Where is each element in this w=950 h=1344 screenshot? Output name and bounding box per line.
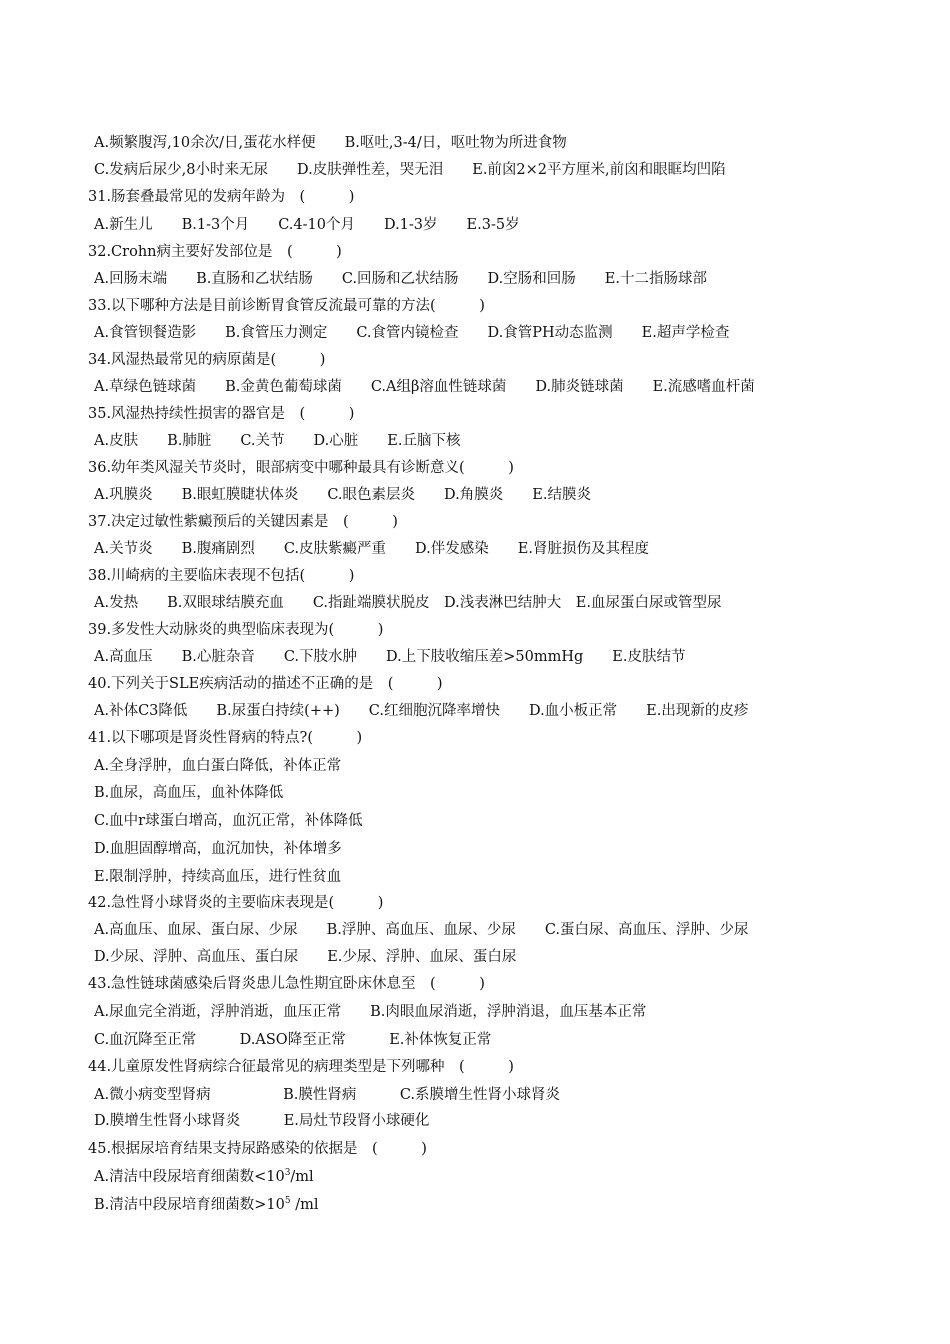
option-unit: /ml (290, 1197, 319, 1213)
question-line: 43.急性链球菌感染后肾炎患儿急性期宜卧床休息至 ( ) (88, 976, 485, 992)
question-line: 41.以下哪项是肾炎性肾病的特点?( ) (88, 730, 363, 746)
question-line: 31.肠套叠最常见的发病年龄为 ( ) (88, 189, 355, 205)
option-line: A.巩膜炎 B.眼虹膜睫状体炎 C.眼色素层炎 D.角膜炎 E.结膜炎 (94, 487, 591, 503)
option-line: A.回肠末端 B.直肠和乙状结肠 C.回肠和乙状结肠 D.空肠和回肠 E.十二指肠球部 (94, 271, 707, 287)
option-line (94, 1195, 319, 1215)
option-line: A.高血压 B.心脏杂音 C.下肢水肿 D.上下肢收缩压差>50mmHg E.皮肤结节 (94, 649, 686, 665)
option-line: A.发热 B.双眼球结膜充血 C.指趾端膜状脱皮 D.浅表淋巴结肿大 E.血尿蛋白尿或管型尿 (94, 595, 722, 611)
option-line: A.高血压、血尿、蛋白尿、少尿 B.浮肿、高血压、血尿、少尿 C.蛋白尿、高血压、浮肿、少尿 (94, 922, 749, 938)
superscript-exponent: 3 (284, 1168, 291, 1178)
option-line: D.膜增生性肾小球肾炎 E.局灶节段肾小球硬化 (94, 1113, 430, 1129)
option-unit: /ml (290, 1169, 314, 1185)
question-line: 39.多发性大动脉炎的典型临床表现为( ) (88, 622, 384, 638)
option-line: D.少尿、浮肿、高血压、蛋白尿 E.少尿、浮肿、血尿、蛋白尿 (94, 949, 517, 965)
option-line: C.血中r球蛋白增高，血沉正常，补体降低 (94, 813, 363, 829)
option-line: C.发病后尿少,8小时来无尿 D.皮肤弹性差，哭无泪 E.前囟2×2平方厘米,前囟和眼眶均凹陷 (94, 162, 726, 178)
question-line: 45.根据尿培育结果支持尿路感染的依据是 ( ) (88, 1141, 427, 1157)
option-line (94, 1167, 314, 1187)
question-line: 32.Crohn病主要好发部位是 ( ) (88, 244, 342, 260)
question-line: 40.下列关于SLE疾病活动的描述不正确的是 ( ) (88, 676, 443, 692)
option-line: A.频繁腹泻,10余次/日,蛋花水样便 B.呕吐,3-4/日，呕吐物为所进食物 (94, 135, 567, 151)
question-line: 42.急性肾小球肾炎的主要临床表现是( ) (88, 895, 384, 911)
option-line: D.血胆固醇增高，血沉加快，补体增多 (94, 841, 342, 857)
option-line: A.新生儿 B.1-3个月 C.4-10个月 D.1-3岁 E.3-5岁 (94, 217, 520, 233)
option-line: A.关节炎 B.腹痛剧烈 C.皮肤紫癜严重 D.伴发感染 E.肾脏损伤及其程度 (94, 541, 649, 557)
option-line: A.补体C3降低 B.尿蛋白持续(++) C.红细胞沉降率增快 D.血小板正常 E.出现新的皮疹 (94, 703, 749, 719)
question-line: 38.川崎病的主要临床表现不包括( ) (88, 568, 355, 584)
option-line: B.血尿，高血压，血补体降低 (94, 785, 284, 801)
option-line: A.全身浮肿，血白蛋白降低，补体正常 (94, 758, 342, 774)
option-line: A.食管钡餐造影 B.食管压力测定 C.食管内镜检查 D.食管PH动态监测 E.超声学检查 (94, 325, 730, 341)
option-line: A.尿血完全消逝，浮肿消逝，血压正常 B.肉眼血尿消逝，浮肿消退，血压基本正常 (94, 1004, 647, 1020)
question-line: 34.风湿热最常见的病原菌是( ) (88, 352, 326, 368)
question-line: 44.儿童原发性肾病综合征最常见的病理类型是下列哪种 ( ) (88, 1059, 514, 1075)
option-text: B.清洁中段尿培育细菌数>10 (94, 1197, 285, 1213)
option-line: C.血沉降至正常 D.ASO降至正常 E.补体恢复正常 (94, 1032, 492, 1048)
option-line: A.草绿色链球菌 B.金黄色葡萄球菌 C.A组β溶血性链球菌 D.肺炎链球菌 E.流感嗜血杆菌 (94, 379, 755, 395)
superscript-exponent: 5 (284, 1196, 291, 1206)
question-line: 33.以下哪种方法是目前诊断胃食管反流最可靠的方法( ) (88, 298, 485, 314)
option-line: A.微小病变型肾病 B.膜性肾病 C.系膜增生性肾小球肾炎 (94, 1087, 561, 1103)
option-text: A.清洁中段尿培育细菌数<10 (94, 1169, 285, 1185)
option-line: A.皮肤 B.肺脏 C.关节 D.心脏 E.丘脑下核 (94, 433, 461, 449)
question-line: 36.幼年类风湿关节炎时，眼部病变中哪种最具有诊断意义( ) (88, 460, 514, 476)
question-line: 37.决定过敏性紫癜预后的关键因素是 ( ) (88, 514, 398, 530)
question-line: 35.风湿热持续性损害的器官是 ( ) (88, 406, 355, 422)
option-line: E.限制浮肿，持续高血压，进行性贫血 (94, 869, 342, 885)
